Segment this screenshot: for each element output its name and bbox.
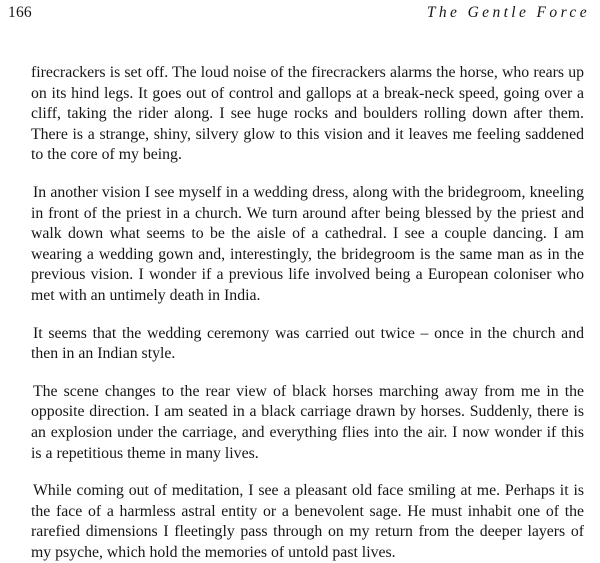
page-number: 166 — [8, 4, 32, 21]
paragraph-wedding-vision: In another vision I see myself in a wedding dress, along with the bridegroom, kneeling in front of the priest in a church. We turn around after being blessed by the priest and walk down what seems to be the aisle of a cathedral. I see a couple dancing. I am wearing a wedding gown and, interestingly, the bridegroom is the same man as in the previous vision. I wonder if a previous life involved being a European coloniser who met with an untimely death in India. — [31, 183, 584, 304]
paragraph-black-horses: The scene changes to the rear view of black horses marching away from me in the opposite direction. I am seated in a black carriage drawn by horses. Suddenly, there is an explosion under the carriage, and everything flies into the air. I now wonder if this is a repetitious theme in many lives. — [31, 382, 584, 462]
paragraph-wedding-ceremony: It seems that the wedding ceremony was carried out twice – once in the church and then in an Indian style. — [31, 324, 584, 363]
running-head: The Gentle Force — [426, 4, 590, 21]
paragraph-meditation: While coming out of meditation, I see a pleasant old face smiling at me. Perhaps it is the face of a harmless astral entity or a benevolent sage. He must inhabit one of the rarefied dimensions I fleetingly pass through on my return from the deeper layers of my psyche, which hold the memories of untold past lives. — [31, 482, 584, 561]
paragraph-firecrackers: firecrackers is set off. The loud noise of the firecrackers alarms the horse, who rears up on its hind legs. It goes out of control and gallops at a break-neck speed, going over a cliff, taking the rider along. I see huge rocks and boulders rolling down after them. There is a strange, shiny, silvery glow to this vision and it leaves me feeling saddened to the core of my being. — [31, 64, 584, 164]
page-header — [8, 4, 590, 24]
page-body — [31, 63, 584, 563]
